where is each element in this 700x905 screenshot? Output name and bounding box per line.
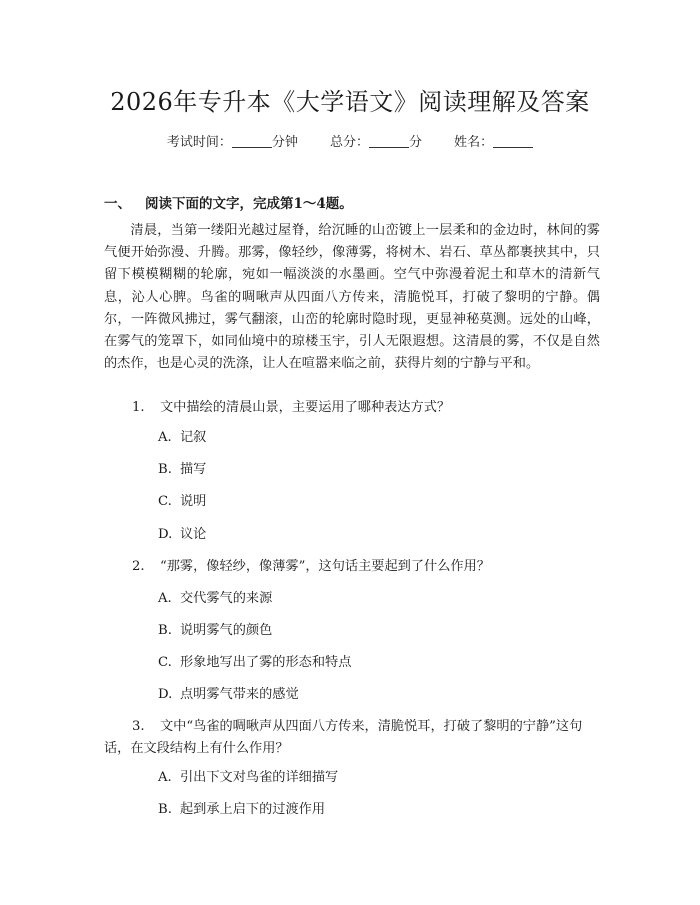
section-number: 一、 (104, 196, 131, 212)
option-text: 形象地写出了雾的形态和特点 (180, 655, 352, 670)
option-letter: A. (158, 430, 172, 445)
option-text: 记叙 (180, 430, 207, 445)
option-letter: C. (158, 494, 172, 509)
option-letter: D. (158, 687, 173, 702)
question-number: 3. (132, 719, 145, 734)
option-letter: B. (158, 623, 172, 638)
time-field (167, 135, 302, 150)
question-2 (104, 556, 604, 578)
option-1c (158, 492, 206, 512)
option-text: 点明雾气带来的感觉 (180, 687, 299, 702)
name-field (454, 135, 533, 150)
option-text: 说明 (180, 494, 207, 509)
option-letter: B. (158, 802, 172, 817)
option-text: 议论 (180, 527, 207, 542)
option-2d (158, 685, 299, 705)
option-letter: D. (158, 527, 173, 542)
question-3 (104, 716, 600, 760)
option-text: 说明雾气的颜色 (180, 623, 273, 638)
option-text: 引出下文对鸟雀的详细描写 (180, 770, 339, 785)
question-text: “那雾，像轻纱，像薄雾”，这句话主要起到了什么作用？ (160, 559, 490, 574)
score-field (330, 135, 426, 150)
question-number: 2. (132, 559, 145, 574)
time-blank (232, 135, 272, 148)
option-3b (158, 800, 325, 820)
name-label: 姓名： (454, 135, 494, 150)
question-text: 文中“鸟雀的啁啾声从四面八方传来，清脆悦耳，打破了黎明的宁静”这句话，在文段结构上有什么作用？ (104, 719, 583, 757)
option-1d (158, 525, 206, 545)
time-unit: 分钟 (271, 135, 298, 150)
exam-meta (0, 131, 700, 150)
option-2b (158, 621, 272, 641)
option-letter: A. (158, 591, 172, 606)
name-blank (493, 135, 533, 148)
option-1a (158, 428, 206, 448)
question-1 (104, 397, 604, 419)
page-title: 2026年专升本《大学语文》阅读理解及答案 (110, 88, 590, 116)
option-letter: C. (158, 655, 172, 670)
option-1b (158, 460, 206, 480)
option-letter: A. (158, 770, 172, 785)
question-text: 文中描绘的清晨山景，主要运用了哪种表达方式？ (160, 400, 451, 415)
option-2a (158, 589, 272, 609)
score-unit: 分 (409, 135, 423, 150)
option-text: 起到承上启下的过渡作用 (180, 802, 326, 817)
section-heading (104, 192, 353, 212)
reading-passage: 清晨，当第一缕阳光越过屋脊，给沉睡的山峦镀上一层柔和的金边时，林间的雾气便开始弥漫、升腾。那雾，像轻纱，像薄雾，将树木、岩石、草丛都裹挟其中，只留下模模糊糊的轮廓，宛如一幅淡淡的水墨画。空气中弥漫着泥土和草木的清新气息，沁人心脾。鸟雀的啁啾声从四面八方传来，清脆悦耳，打破了黎明的宁静。偶尔，一阵微风拂过，雾气翻滚，山峦的轮廓时隐时现，更显神秘莫测。远处的山峰，在雾气的笼罩下，如同仙境中的琼楼玉宇，引人无限遐想。这清晨的雾，不仅是自然的杰作，也是心灵的洗涤，让人在喧嚣来临之前，获得片刻的宁静与平和。 (104, 223, 600, 372)
option-text: 交代雾气的来源 (180, 591, 273, 606)
option-text: 描写 (180, 462, 207, 477)
option-2c (158, 653, 351, 673)
option-3a (158, 768, 338, 788)
score-blank (369, 135, 409, 148)
time-label: 考试时间： (166, 135, 232, 150)
option-letter: B. (158, 462, 172, 477)
question-number: 1. (132, 400, 145, 415)
score-label: 总分： (329, 135, 369, 150)
section-instruction: 阅读下面的文字，完成第1～4题。 (145, 196, 353, 212)
